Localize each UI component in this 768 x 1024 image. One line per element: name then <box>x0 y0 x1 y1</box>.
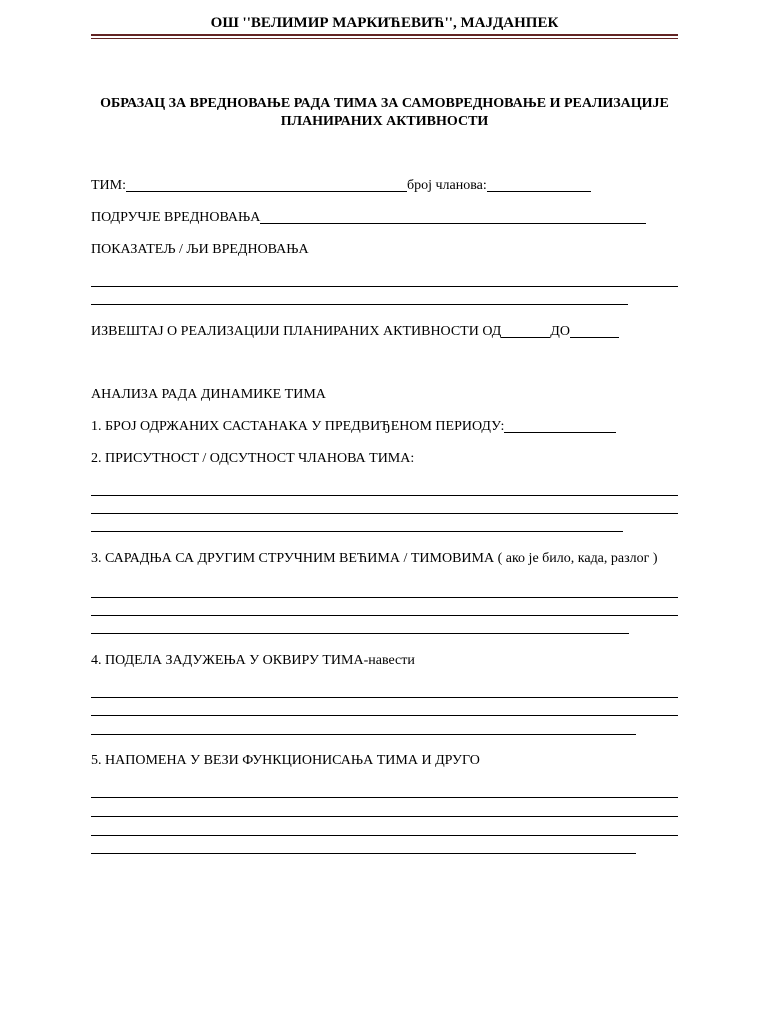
header-rule-thin <box>91 38 678 39</box>
analysis-heading: АНАЛИЗА РАДА ДИНАМИКЕ ТИМА <box>91 387 326 402</box>
report-to-blank[interactable] <box>570 337 619 338</box>
question-2-blank-1[interactable] <box>91 495 678 496</box>
area-row <box>91 209 646 227</box>
question-5-blank-2[interactable] <box>91 816 678 817</box>
area-blank[interactable] <box>260 223 646 224</box>
indicator-blank-1[interactable] <box>91 286 678 287</box>
question-4-blank-1[interactable] <box>91 697 678 698</box>
question-5-blank-4[interactable] <box>91 853 636 854</box>
question-4: 4. ПОДЕЛА ЗАДУЖЕЊА У ОКВИРУ ТИМА-навести <box>91 653 415 668</box>
indicator-blank-2[interactable] <box>91 304 628 305</box>
question-3-blank-3[interactable] <box>91 633 629 634</box>
members-blank[interactable] <box>487 191 591 192</box>
question-1-row <box>91 418 616 436</box>
question-3-blank-1[interactable] <box>91 597 678 598</box>
report-to-label: ДО <box>550 324 570 339</box>
question-4-blank-2[interactable] <box>91 715 678 716</box>
team-label: ТИМ: <box>91 178 126 193</box>
team-row <box>91 177 591 195</box>
question-5: 5. НАПОМЕНА У ВЕЗИ ФУНКЦИОНИСАЊА ТИМА И ДРУГО <box>91 753 480 768</box>
report-row <box>91 323 619 341</box>
report-from-blank[interactable] <box>501 337 550 338</box>
question-4-blank-3[interactable] <box>91 734 636 735</box>
form-title-line-2: ПЛАНИРАНИХ АКТИВНОСТИ <box>280 114 489 129</box>
school-header: ОШ ''ВЕЛИМИР МАРКИЋЕВИЋ'', МАЈДАНПЕК <box>210 15 559 31</box>
question-1-blank[interactable] <box>504 432 616 433</box>
team-blank[interactable] <box>126 191 407 192</box>
indicator-label: ПОКАЗАТЕЉ / ЉИ ВРЕДНОВАЊА <box>91 242 309 257</box>
question-2-blank-3[interactable] <box>91 531 623 532</box>
question-3-blank-2[interactable] <box>91 615 678 616</box>
question-1: 1. БРОЈ ОДРЖАНИХ САСТАНАКА У ПРЕДВИЂЕНОМ ПЕРИОДУ: <box>91 419 505 434</box>
question-2-blank-2[interactable] <box>91 513 678 514</box>
question-2: 2. ПРИСУТНОСТ / ОДСУТНОСТ ЧЛАНОВА ТИМА: <box>91 451 415 466</box>
area-label: ПОДРУЧЈЕ ВРЕДНОВАЊА <box>91 210 261 225</box>
question-3: 3. САРАДЊА СА ДРУГИМ СТРУЧНИМ ВЕЋИМА / ТИМОВИМА ( ако је било, када, разлог ) <box>91 551 658 566</box>
header-rule-thick <box>91 34 678 36</box>
question-5-blank-3[interactable] <box>91 835 678 836</box>
form-title-line-1: ОБРАЗАЦ ЗА ВРЕДНОВАЊЕ РАДА ТИМА ЗА САМОВРЕДНОВАЊЕ И РЕАЛИЗАЦИЈЕ <box>100 96 669 111</box>
question-5-blank-1[interactable] <box>91 797 678 798</box>
form-title <box>91 95 678 131</box>
report-label: ИЗВЕШТАЈ О РЕАЛИЗАЦИЈИ ПЛАНИРАНИХ АКТИВНОСТИ ОД <box>91 324 502 339</box>
members-label: број чланова: <box>407 178 487 193</box>
